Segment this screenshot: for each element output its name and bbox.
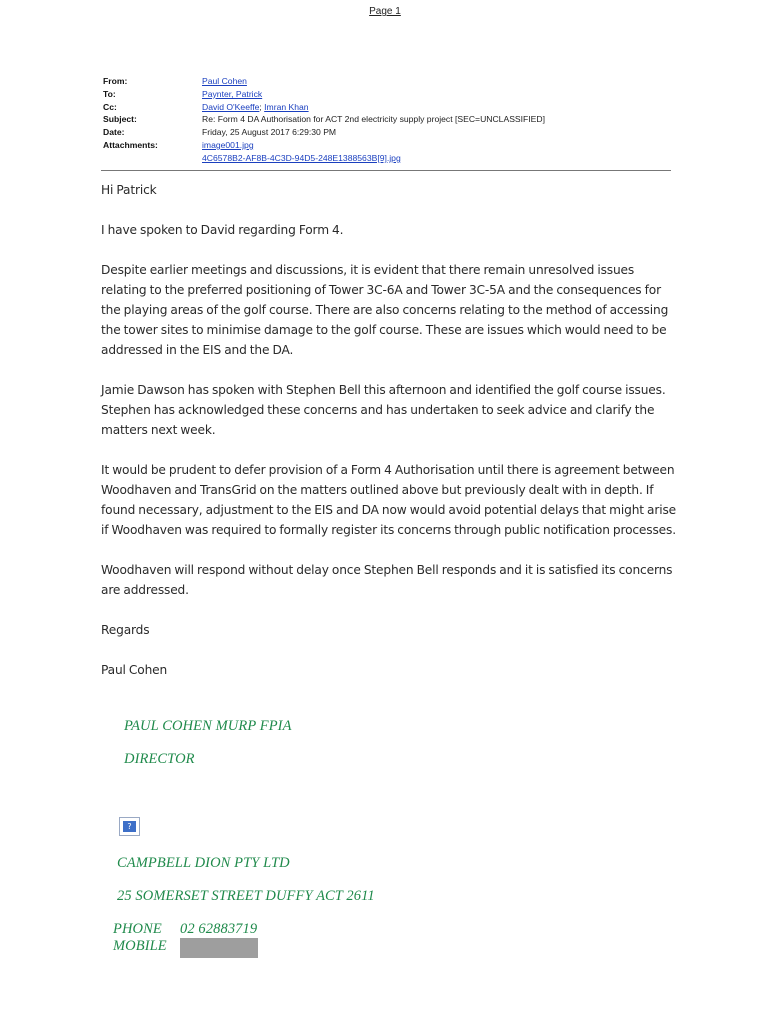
signature-phone-value: 02 62883719 [180,921,258,937]
attachment-link-1[interactable]: image001.jpg [202,139,254,150]
date-label: Date: [103,127,125,138]
page-label: Page 1 [369,6,401,17]
signature-title: DIRECTOR [124,751,195,767]
to-link[interactable]: Paynter, Patrick [202,88,263,99]
email-header [103,75,670,165]
paragraph-1: I have spoken to David regarding Form 4. [101,223,344,237]
cc-separator: ; [259,101,265,112]
signature-phone-label: PHONE [113,921,162,937]
email-body [101,180,676,700]
signature-mobile-label: MOBILE [113,938,167,954]
broken-image-icon: ? [119,817,140,836]
date-row [103,126,670,139]
attachment-link-2[interactable]: 4C6578B2-AF8B-4C3D-94D5-248E1388563B[9].jpg [202,152,401,163]
attachments-row [103,139,670,165]
paragraph-5: Woodhaven will respond without delay once Stephen Bell responds and it is satisfied its concerns are addressed. [101,563,673,597]
subject-value: Re: Form 4 DA Authorisation for ACT 2nd electricity supply project [SEC=UNCLASSIFIED] [202,114,546,125]
from-link[interactable]: Paul Cohen [202,76,247,86]
cc-row [103,101,670,114]
from-label: From: [103,76,128,86]
subject-label: Subject: [103,114,137,125]
header-divider [101,170,671,171]
mobile-redaction [180,938,258,958]
signature-company: CAMPBELL DION PTY LTD [117,855,290,871]
signature-address: 25 SOMERSET STREET DUFFY ACT 2611 [117,888,375,904]
cc-link-1[interactable]: David O'Keeffe [202,101,260,112]
sender-name: Paul Cohen [101,663,168,677]
paragraph-4: It would be prudent to defer provision of a Form 4 Authorisation until there is agreement between Woodhaven and TransGrid on the matters outlined above but previously dealt with in depth. If found necessary, adjustment to the EIS and DA now would avoid potential delays that might arise if Woodhaven was required to formally register its concerns through public notification processes. [101,463,677,537]
paragraph-3: Jamie Dawson has spoken with Stephen Bell this afternoon and identified the golf course issues. Stephen has acknowledged these concerns and has undertaken to seek advice and clarify the matters next week. [101,383,666,437]
attachments-label: Attachments: [103,139,158,150]
closing: Regards [101,623,150,637]
to-label: To: [103,88,116,99]
from-row [103,75,670,88]
date-value: Friday, 25 August 2017 6:29:30 PM [202,127,337,138]
to-row [103,88,670,101]
subject-row [103,113,670,126]
paragraph-2: Despite earlier meetings and discussions, it is evident that there remain unresolved issues relating to the preferred positioning of Tower 3C-6A and Tower 3C-5A and the consequences for the playing areas of the golf course. There are also concerns relating to the method of accessing the tower sites to minimise damage to the golf course. These are issues which would need to be addressed in the EIS and the DA. [101,263,669,357]
signature-name-line: PAUL COHEN MURP FPIA [124,718,292,734]
greeting: Hi Patrick [101,183,157,197]
cc-link-2[interactable]: Imran Khan [264,101,309,112]
cc-label: Cc: [103,101,117,112]
